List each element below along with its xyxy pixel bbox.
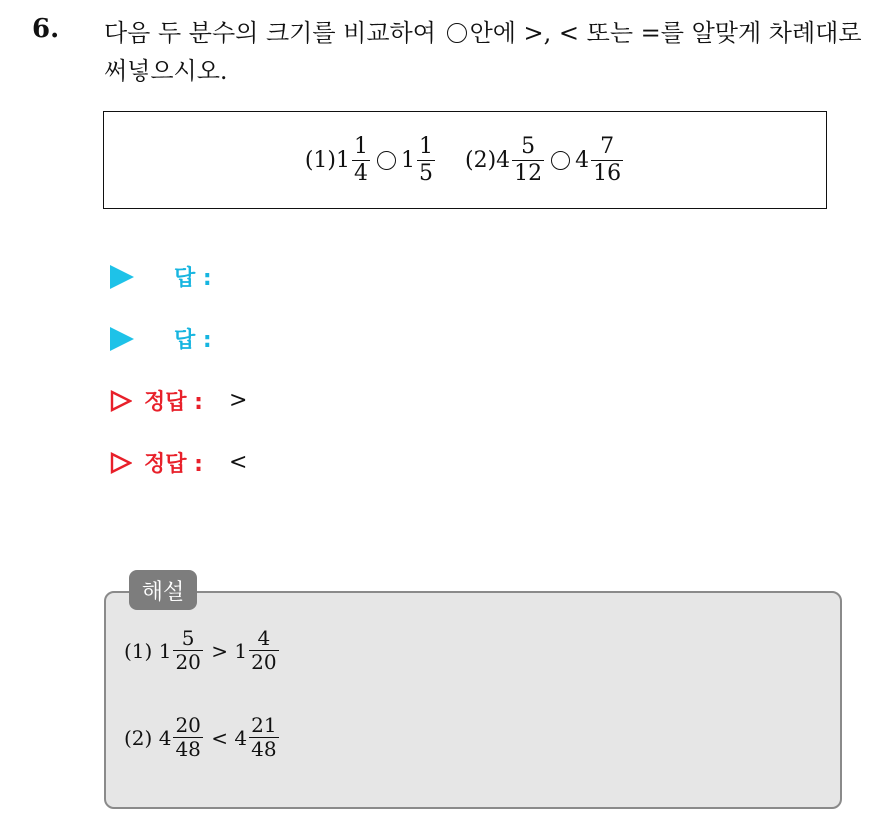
fraction bbox=[352, 135, 370, 184]
answer-triangle-icon bbox=[110, 265, 134, 289]
denominator: 48 bbox=[251, 737, 277, 761]
correct-answer-row-2 bbox=[110, 447, 247, 478]
numerator: 1 bbox=[419, 134, 433, 160]
item-label: (2) bbox=[465, 147, 497, 173]
numerator: 1 bbox=[354, 134, 368, 160]
answer-label: 답 : bbox=[174, 328, 212, 353]
whole-number: 4 bbox=[234, 725, 248, 750]
comparison-operator: < bbox=[211, 725, 229, 750]
denominator: 20 bbox=[251, 650, 277, 674]
numerator: 20 bbox=[175, 713, 201, 737]
solution-box bbox=[104, 591, 842, 809]
denominator: 4 bbox=[354, 160, 368, 186]
question-number: 6. bbox=[32, 14, 60, 44]
denominator: 20 bbox=[175, 650, 201, 674]
problem-item-2 bbox=[465, 135, 625, 184]
fraction bbox=[249, 715, 278, 760]
answer-row-1[interactable] bbox=[110, 261, 212, 292]
fraction bbox=[417, 135, 435, 184]
fraction bbox=[173, 715, 202, 760]
problem-item-1 bbox=[305, 135, 437, 184]
whole-number: 1 bbox=[234, 638, 248, 663]
compare-circle-icon bbox=[551, 151, 570, 170]
correct-value: < bbox=[228, 450, 248, 475]
correct-triangle-icon bbox=[110, 452, 132, 474]
correct-value: > bbox=[228, 388, 248, 413]
whole-number: 4 bbox=[158, 725, 172, 750]
denominator: 48 bbox=[175, 737, 201, 761]
answer-row-2[interactable] bbox=[110, 323, 212, 354]
whole-number: 4 bbox=[575, 147, 590, 173]
numerator: 21 bbox=[251, 713, 277, 737]
fraction bbox=[512, 135, 544, 184]
question-text bbox=[104, 14, 864, 90]
question-text-before: 다음 두 분수의 크기를 비교하여 bbox=[104, 19, 436, 47]
numerator: 5 bbox=[521, 134, 536, 160]
numerator: 5 bbox=[181, 626, 195, 650]
whole-number: 1 bbox=[158, 638, 172, 663]
correct-label: 정답 : bbox=[144, 390, 203, 415]
problem-box bbox=[103, 111, 827, 209]
item-label: (1) bbox=[304, 147, 336, 173]
answer-triangle-icon bbox=[110, 327, 134, 351]
comparison-operator: > bbox=[211, 638, 229, 663]
item-label: (1) bbox=[124, 638, 153, 663]
correct-triangle-icon bbox=[110, 390, 132, 412]
fraction bbox=[249, 628, 278, 673]
solution-tab: 해설 bbox=[129, 570, 197, 610]
denominator: 5 bbox=[419, 160, 433, 186]
answer-label: 답 : bbox=[174, 266, 212, 291]
item-label: (2) bbox=[124, 725, 153, 750]
whole-number: 1 bbox=[336, 147, 350, 173]
fraction bbox=[173, 628, 202, 673]
whole-number: 1 bbox=[401, 147, 415, 173]
solution-line-2 bbox=[124, 715, 281, 760]
fraction bbox=[591, 135, 623, 184]
blank-circle-icon bbox=[447, 23, 467, 43]
denominator: 16 bbox=[593, 160, 622, 186]
denominator: 12 bbox=[514, 160, 543, 186]
numerator: 7 bbox=[600, 134, 615, 160]
question-text-after: 안에 >, < 또는 =를 알맞게 차례대로 써넣으시오. bbox=[104, 19, 862, 85]
correct-label: 정답 : bbox=[144, 452, 203, 477]
whole-number: 4 bbox=[496, 147, 511, 173]
correct-answer-row-1 bbox=[110, 385, 247, 416]
numerator: 4 bbox=[257, 626, 271, 650]
compare-circle-icon bbox=[377, 151, 396, 170]
solution-line-1 bbox=[124, 628, 281, 673]
